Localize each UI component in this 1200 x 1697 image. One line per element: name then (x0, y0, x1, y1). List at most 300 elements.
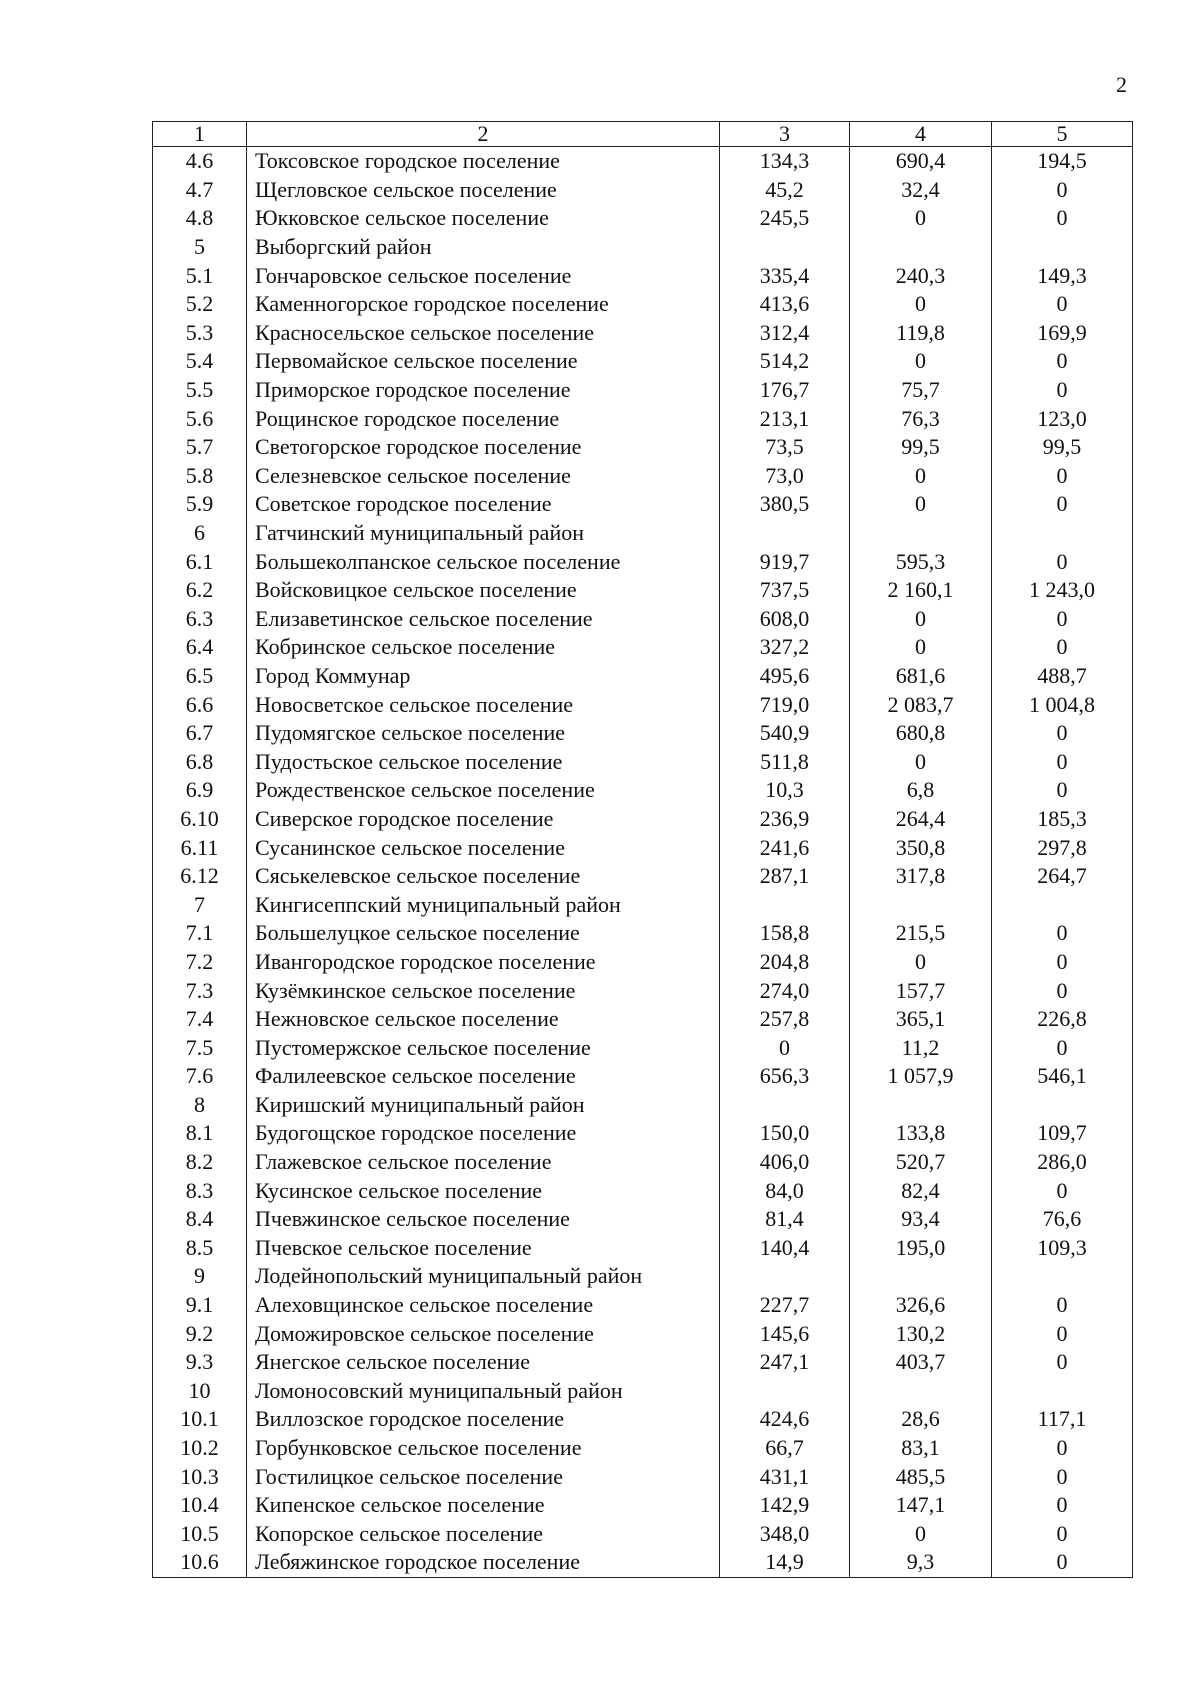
row-number-cell: 6.5 (153, 662, 247, 691)
value-col4-cell: 485,5 (850, 1462, 992, 1491)
table-row (153, 1434, 1133, 1463)
value-col3-cell: 10,3 (720, 776, 850, 805)
value-col3-cell: 257,8 (720, 1005, 850, 1034)
value-col5-cell (992, 1091, 1133, 1120)
value-col3-cell: 424,6 (720, 1405, 850, 1434)
table-row (153, 490, 1133, 519)
value-col5-cell: 1 004,8 (992, 690, 1133, 719)
value-col4-cell: 32,4 (850, 176, 992, 205)
value-col5-cell: 226,8 (992, 1005, 1133, 1034)
value-col4-cell: 119,8 (850, 319, 992, 348)
value-col3-cell: 348,0 (720, 1520, 850, 1549)
value-col3-cell: 14,9 (720, 1548, 850, 1577)
value-col3-cell: 145,6 (720, 1319, 850, 1348)
value-col5-cell: 123,0 (992, 404, 1133, 433)
table-row (153, 1234, 1133, 1263)
settlement-name-cell: Светогорское городское поселение (247, 433, 720, 462)
row-number-cell: 8 (153, 1091, 247, 1120)
row-number-cell: 7 (153, 890, 247, 919)
value-col3-cell: 245,5 (720, 204, 850, 233)
table-row (153, 462, 1133, 491)
value-col3-cell: 227,7 (720, 1291, 850, 1320)
settlement-name-cell: Новосветское сельское поселение (247, 690, 720, 719)
settlement-name-cell: Сусанинское сельское поселение (247, 833, 720, 862)
value-col4-cell: 326,6 (850, 1291, 992, 1320)
table-row (153, 633, 1133, 662)
settlement-name-cell: Пустомержское сельское поселение (247, 1033, 720, 1062)
settlement-name-cell: Алеховщинское сельское поселение (247, 1291, 720, 1320)
value-col5-cell: 0 (992, 1434, 1133, 1463)
settlement-name-cell: Доможировское сельское поселение (247, 1319, 720, 1348)
value-col4-cell: 75,7 (850, 376, 992, 405)
row-number-cell: 7.5 (153, 1033, 247, 1062)
settlement-name-cell: Пчевское сельское поселение (247, 1234, 720, 1263)
settlement-name-cell: Большелуцкое сельское поселение (247, 919, 720, 948)
value-col3-cell: 142,9 (720, 1491, 850, 1520)
row-number-cell: 9.1 (153, 1291, 247, 1320)
value-col5-cell: 0 (992, 376, 1133, 405)
table-header-row (153, 122, 1133, 147)
value-col5-cell: 149,3 (992, 261, 1133, 290)
settlement-name-cell: Пудостьское сельское поселение (247, 747, 720, 776)
table-row (153, 519, 1133, 548)
row-number-cell: 7.4 (153, 1005, 247, 1034)
settlement-name-cell: Кобринское сельское поселение (247, 633, 720, 662)
value-col5-cell: 264,7 (992, 862, 1133, 891)
settlement-name-cell: Первомайское сельское поселение (247, 347, 720, 376)
value-col4-cell: 99,5 (850, 433, 992, 462)
value-col4-cell: 76,3 (850, 404, 992, 433)
value-col4-cell: 147,1 (850, 1491, 992, 1520)
value-col5-cell: 0 (992, 776, 1133, 805)
value-col4-cell: 0 (850, 347, 992, 376)
value-col3-cell: 413,6 (720, 290, 850, 319)
value-col3-cell: 511,8 (720, 747, 850, 776)
value-col3-cell: 608,0 (720, 605, 850, 634)
value-col4-cell: 680,8 (850, 719, 992, 748)
settlement-name-cell: Юкковское сельское поселение (247, 204, 720, 233)
settlement-name-cell: Сиверское городское поселение (247, 805, 720, 834)
row-number-cell: 5.9 (153, 490, 247, 519)
table-row (153, 719, 1133, 748)
settlement-name-cell: Красносельское сельское поселение (247, 319, 720, 348)
settlement-name-cell: Пудомягское сельское поселение (247, 719, 720, 748)
table-row (153, 1205, 1133, 1234)
value-col3-cell: 380,5 (720, 490, 850, 519)
value-col5-cell: 0 (992, 1462, 1133, 1491)
value-col3-cell: 150,0 (720, 1119, 850, 1148)
column-header: 2 (247, 122, 720, 147)
value-col5-cell: 169,9 (992, 319, 1133, 348)
row-number-cell: 6.7 (153, 719, 247, 748)
value-col5-cell (992, 519, 1133, 548)
row-number-cell: 10.5 (153, 1520, 247, 1549)
value-col4-cell: 195,0 (850, 1234, 992, 1263)
settlement-name-cell: Гончаровское сельское поселение (247, 261, 720, 290)
table-row (153, 1148, 1133, 1177)
value-col5-cell: 546,1 (992, 1062, 1133, 1091)
column-header: 4 (850, 122, 992, 147)
value-col5-cell (992, 233, 1133, 262)
value-col3-cell: 406,0 (720, 1148, 850, 1177)
row-number-cell: 6.12 (153, 862, 247, 891)
value-col3-cell: 134,3 (720, 147, 850, 176)
value-col4-cell: 0 (850, 462, 992, 491)
value-col4-cell: 28,6 (850, 1405, 992, 1434)
value-col4-cell: 0 (850, 948, 992, 977)
row-number-cell: 4.8 (153, 204, 247, 233)
row-number-cell: 10.6 (153, 1548, 247, 1577)
value-col5-cell: 185,3 (992, 805, 1133, 834)
page-number: 2 (1116, 72, 1127, 97)
table-row (153, 347, 1133, 376)
value-col3-cell: 0 (720, 1033, 850, 1062)
row-number-cell: 9.3 (153, 1348, 247, 1377)
settlement-name-cell: Селезневское сельское поселение (247, 462, 720, 491)
value-col4-cell: 681,6 (850, 662, 992, 691)
value-col5-cell: 0 (992, 462, 1133, 491)
value-col4-cell (850, 1262, 992, 1291)
value-col4-cell: 2 083,7 (850, 690, 992, 719)
settlement-name-cell: Виллозское городское поселение (247, 1405, 720, 1434)
table-row (153, 204, 1133, 233)
value-col5-cell: 488,7 (992, 662, 1133, 691)
settlement-name-cell: Лодейнопольский муниципальный район (247, 1262, 720, 1291)
value-col5-cell: 0 (992, 976, 1133, 1005)
row-number-cell: 5.3 (153, 319, 247, 348)
value-col4-cell: 350,8 (850, 833, 992, 862)
settlement-name-cell: Горбунковское сельское поселение (247, 1434, 720, 1463)
table-row (153, 919, 1133, 948)
value-col5-cell: 0 (992, 176, 1133, 205)
row-number-cell: 5.1 (153, 261, 247, 290)
settlement-name-cell: Выборгский район (247, 233, 720, 262)
value-col5-cell: 99,5 (992, 433, 1133, 462)
value-col5-cell: 0 (992, 347, 1133, 376)
table-row (153, 1262, 1133, 1291)
value-col4-cell (850, 1091, 992, 1120)
value-col3-cell: 495,6 (720, 662, 850, 691)
value-col4-cell: 240,3 (850, 261, 992, 290)
row-number-cell: 6.3 (153, 605, 247, 634)
value-col4-cell: 0 (850, 204, 992, 233)
row-number-cell: 6.9 (153, 776, 247, 805)
settlement-name-cell: Щегловское сельское поселение (247, 176, 720, 205)
value-col3-cell: 213,1 (720, 404, 850, 433)
table-row (153, 1548, 1133, 1577)
value-col4-cell: 2 160,1 (850, 576, 992, 605)
table-row (153, 433, 1133, 462)
table-row (153, 1005, 1133, 1034)
settlement-name-cell: Рощинское городское поселение (247, 404, 720, 433)
value-col5-cell: 1 243,0 (992, 576, 1133, 605)
value-col5-cell: 0 (992, 633, 1133, 662)
value-col4-cell: 11,2 (850, 1033, 992, 1062)
row-number-cell: 7.2 (153, 948, 247, 977)
table-row (153, 948, 1133, 977)
settlement-name-cell: Город Коммунар (247, 662, 720, 691)
settlement-name-cell: Киришский муниципальный район (247, 1091, 720, 1120)
row-number-cell: 8.5 (153, 1234, 247, 1263)
table-row (153, 1520, 1133, 1549)
settlement-name-cell: Рождественское сельское поселение (247, 776, 720, 805)
row-number-cell: 5.4 (153, 347, 247, 376)
value-col3-cell: 656,3 (720, 1062, 850, 1091)
value-col3-cell (720, 519, 850, 548)
value-col3-cell: 274,0 (720, 976, 850, 1005)
row-number-cell: 6.6 (153, 690, 247, 719)
table-row (153, 261, 1133, 290)
value-col3-cell: 84,0 (720, 1176, 850, 1205)
value-col5-cell: 117,1 (992, 1405, 1133, 1434)
row-number-cell: 8.3 (153, 1176, 247, 1205)
value-col3-cell: 45,2 (720, 176, 850, 205)
row-number-cell: 4.7 (153, 176, 247, 205)
table-row (153, 147, 1133, 176)
settlement-name-cell: Кузёмкинское сельское поселение (247, 976, 720, 1005)
value-col5-cell: 0 (992, 1176, 1133, 1205)
value-col5-cell: 109,7 (992, 1119, 1133, 1148)
value-col5-cell: 0 (992, 919, 1133, 948)
value-col3-cell: 81,4 (720, 1205, 850, 1234)
value-col4-cell (850, 233, 992, 262)
value-col3-cell: 514,2 (720, 347, 850, 376)
table-row (153, 862, 1133, 891)
settlement-name-cell: Войсковицкое сельское поселение (247, 576, 720, 605)
value-col4-cell: 595,3 (850, 547, 992, 576)
value-col3-cell: 327,2 (720, 633, 850, 662)
settlement-name-cell: Пчевжинское сельское поселение (247, 1205, 720, 1234)
settlement-name-cell: Кингисеппский муниципальный район (247, 890, 720, 919)
row-number-cell: 10 (153, 1377, 247, 1406)
table-row (153, 1491, 1133, 1520)
table-row (153, 605, 1133, 634)
table-body (153, 147, 1133, 1578)
table-row (153, 690, 1133, 719)
value-col3-cell: 158,8 (720, 919, 850, 948)
table-row (153, 233, 1133, 262)
row-number-cell: 6.11 (153, 833, 247, 862)
value-col4-cell: 0 (850, 633, 992, 662)
value-col3-cell: 719,0 (720, 690, 850, 719)
column-header: 1 (153, 122, 247, 147)
value-col3-cell: 540,9 (720, 719, 850, 748)
value-col5-cell (992, 1377, 1133, 1406)
value-col5-cell: 0 (992, 1520, 1133, 1549)
value-col4-cell: 83,1 (850, 1434, 992, 1463)
table-row (153, 890, 1133, 919)
row-number-cell: 6.2 (153, 576, 247, 605)
value-col4-cell: 0 (850, 490, 992, 519)
table-row (153, 1091, 1133, 1120)
column-header: 3 (720, 122, 850, 147)
settlement-name-cell: Большеколпанское сельское поселение (247, 547, 720, 576)
value-col4-cell: 82,4 (850, 1176, 992, 1205)
value-col3-cell (720, 1091, 850, 1120)
settlement-name-cell: Нежновское сельское поселение (247, 1005, 720, 1034)
value-col5-cell: 0 (992, 1491, 1133, 1520)
row-number-cell: 9 (153, 1262, 247, 1291)
table-row (153, 1405, 1133, 1434)
value-col5-cell: 0 (992, 1348, 1133, 1377)
table-row (153, 976, 1133, 1005)
value-col4-cell: 403,7 (850, 1348, 992, 1377)
table-row (153, 290, 1133, 319)
settlement-name-cell: Гостилицкое сельское поселение (247, 1462, 720, 1491)
value-col3-cell (720, 1262, 850, 1291)
value-col4-cell: 9,3 (850, 1548, 992, 1577)
row-number-cell: 5.5 (153, 376, 247, 405)
value-col5-cell: 76,6 (992, 1205, 1133, 1234)
value-col4-cell: 6,8 (850, 776, 992, 805)
value-col3-cell: 919,7 (720, 547, 850, 576)
value-col5-cell: 0 (992, 1319, 1133, 1348)
row-number-cell: 6 (153, 519, 247, 548)
value-col5-cell: 0 (992, 605, 1133, 634)
value-col5-cell: 0 (992, 948, 1133, 977)
table-row (153, 805, 1133, 834)
value-col5-cell (992, 890, 1133, 919)
value-col4-cell: 520,7 (850, 1148, 992, 1177)
table-row (153, 319, 1133, 348)
table-row (153, 1319, 1133, 1348)
column-header: 5 (992, 122, 1133, 147)
value-col3-cell (720, 890, 850, 919)
value-col5-cell: 0 (992, 1291, 1133, 1320)
settlement-name-cell: Приморское городское поселение (247, 376, 720, 405)
value-col5-cell: 109,3 (992, 1234, 1133, 1263)
value-col4-cell (850, 519, 992, 548)
row-number-cell: 8.2 (153, 1148, 247, 1177)
settlement-name-cell: Ломоносовский муниципальный район (247, 1377, 720, 1406)
settlement-name-cell: Кусинское сельское поселение (247, 1176, 720, 1205)
value-col5-cell: 0 (992, 719, 1133, 748)
settlement-name-cell: Сяськелевское сельское поселение (247, 862, 720, 891)
value-col4-cell: 157,7 (850, 976, 992, 1005)
value-col4-cell: 0 (850, 747, 992, 776)
settlement-name-cell: Токсовское городское поселение (247, 147, 720, 176)
table-row (153, 1462, 1133, 1491)
value-col4-cell: 0 (850, 1520, 992, 1549)
table-row (153, 404, 1133, 433)
row-number-cell: 5.7 (153, 433, 247, 462)
value-col3-cell: 737,5 (720, 576, 850, 605)
table-row (153, 1291, 1133, 1320)
settlement-name-cell: Будогощское городское поселение (247, 1119, 720, 1148)
value-col3-cell: 312,4 (720, 319, 850, 348)
value-col4-cell (850, 890, 992, 919)
settlement-name-cell: Кипенское сельское поселение (247, 1491, 720, 1520)
value-col3-cell: 176,7 (720, 376, 850, 405)
table-row (153, 833, 1133, 862)
row-number-cell: 7.3 (153, 976, 247, 1005)
table-row (153, 176, 1133, 205)
row-number-cell: 10.1 (153, 1405, 247, 1434)
settlement-name-cell: Каменногорское городское поселение (247, 290, 720, 319)
value-col4-cell: 690,4 (850, 147, 992, 176)
value-col4-cell: 130,2 (850, 1319, 992, 1348)
table-row (153, 776, 1133, 805)
table-row (153, 662, 1133, 691)
value-col5-cell (992, 1262, 1133, 1291)
value-col5-cell: 0 (992, 747, 1133, 776)
row-number-cell: 5 (153, 233, 247, 262)
settlement-name-cell: Советское городское поселение (247, 490, 720, 519)
table-row (153, 576, 1133, 605)
row-number-cell: 5.8 (153, 462, 247, 491)
row-number-cell: 7.6 (153, 1062, 247, 1091)
settlement-name-cell: Фалилеевское сельское поселение (247, 1062, 720, 1091)
row-number-cell: 10.2 (153, 1434, 247, 1463)
value-col5-cell: 0 (992, 290, 1133, 319)
value-col3-cell (720, 1377, 850, 1406)
row-number-cell: 8.1 (153, 1119, 247, 1148)
value-col4-cell: 215,5 (850, 919, 992, 948)
settlement-name-cell: Янегское сельское поселение (247, 1348, 720, 1377)
value-col3-cell: 335,4 (720, 261, 850, 290)
table-row (153, 1119, 1133, 1148)
row-number-cell: 6.8 (153, 747, 247, 776)
value-col4-cell: 0 (850, 605, 992, 634)
value-col4-cell: 365,1 (850, 1005, 992, 1034)
table-row (153, 376, 1133, 405)
settlement-name-cell: Лебяжинское городское поселение (247, 1548, 720, 1577)
table-row (153, 1377, 1133, 1406)
settlement-name-cell: Копорское сельское поселение (247, 1520, 720, 1549)
value-col5-cell: 0 (992, 204, 1133, 233)
value-col3-cell: 73,0 (720, 462, 850, 491)
row-number-cell: 9.2 (153, 1319, 247, 1348)
value-col4-cell: 317,8 (850, 862, 992, 891)
row-number-cell: 4.6 (153, 147, 247, 176)
value-col5-cell: 286,0 (992, 1148, 1133, 1177)
value-col4-cell: 133,8 (850, 1119, 992, 1148)
settlement-name-cell: Елизаветинское сельское поселение (247, 605, 720, 634)
value-col3-cell: 66,7 (720, 1434, 850, 1463)
value-col5-cell: 0 (992, 1548, 1133, 1577)
value-col5-cell: 194,5 (992, 147, 1133, 176)
row-number-cell: 10.3 (153, 1462, 247, 1491)
value-col3-cell: 140,4 (720, 1234, 850, 1263)
row-number-cell: 7.1 (153, 919, 247, 948)
row-number-cell: 6.4 (153, 633, 247, 662)
row-number-cell: 6.1 (153, 547, 247, 576)
settlement-name-cell: Глажевское сельское поселение (247, 1148, 720, 1177)
value-col3-cell: 247,1 (720, 1348, 850, 1377)
row-number-cell: 5.6 (153, 404, 247, 433)
value-col4-cell: 264,4 (850, 805, 992, 834)
value-col3-cell (720, 233, 850, 262)
settlement-name-cell: Ивангородское городское поселение (247, 948, 720, 977)
value-col5-cell: 0 (992, 1033, 1133, 1062)
table-row (153, 547, 1133, 576)
value-col4-cell: 0 (850, 290, 992, 319)
value-col5-cell: 297,8 (992, 833, 1133, 862)
value-col3-cell: 431,1 (720, 1462, 850, 1491)
table-row (153, 1033, 1133, 1062)
table-row (153, 1348, 1133, 1377)
row-number-cell: 10.4 (153, 1491, 247, 1520)
value-col3-cell: 73,5 (720, 433, 850, 462)
value-col3-cell: 204,8 (720, 948, 850, 977)
table-row (153, 747, 1133, 776)
value-col3-cell: 241,6 (720, 833, 850, 862)
row-number-cell: 6.10 (153, 805, 247, 834)
value-col3-cell: 287,1 (720, 862, 850, 891)
value-col4-cell: 93,4 (850, 1205, 992, 1234)
value-col4-cell: 1 057,9 (850, 1062, 992, 1091)
settlement-name-cell: Гатчинский муниципальный район (247, 519, 720, 548)
